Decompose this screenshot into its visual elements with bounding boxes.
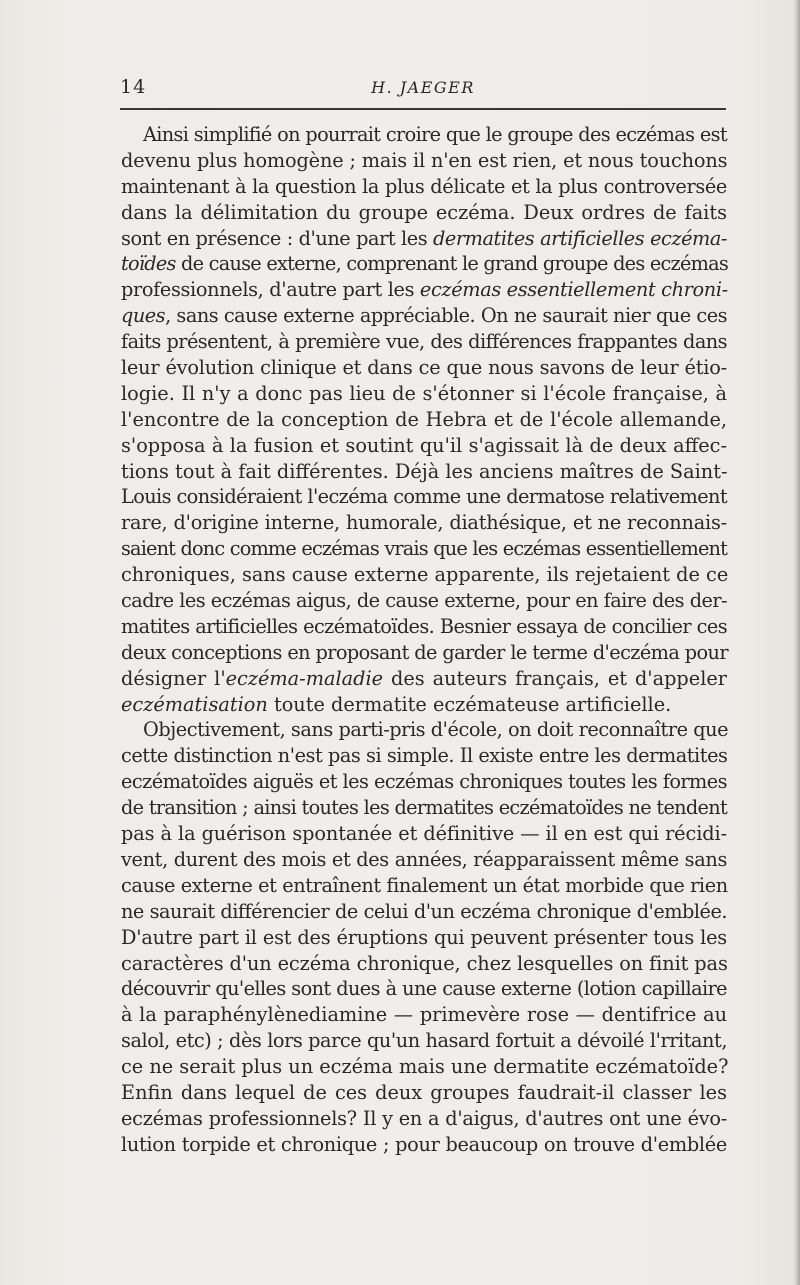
text-span: logie. Il n'y a donc pas lieu de s'étonner si l'école française, à xyxy=(121,381,727,405)
text-span: toute dermatite eczémateuse artificielle. xyxy=(267,692,672,716)
text-line xyxy=(121,174,727,200)
text-line xyxy=(121,536,727,562)
text-line xyxy=(121,329,727,355)
italic-text: toïdes xyxy=(121,252,176,276)
text-line xyxy=(121,976,727,1002)
text-span: de cause externe, comprenant le grand groupe des eczémas xyxy=(175,252,729,276)
text-line xyxy=(121,381,727,407)
text-line xyxy=(121,226,727,252)
text-line xyxy=(121,692,727,718)
text-span: dans la délimitation du groupe eczéma. Deux ordres de faits xyxy=(121,200,727,224)
text-span: eczémas professionnels? Il y en a d'aigus, d'autres ont une évo- xyxy=(121,1106,727,1130)
running-head: H. JAEGER xyxy=(371,78,475,97)
text-line xyxy=(121,277,727,303)
text-line xyxy=(121,640,727,666)
text-span: vent, durent des mois et des années, réapparaissent même sans xyxy=(121,847,727,871)
text-span: Louis considéraient l'eczéma comme une dermatose relativement xyxy=(121,485,727,509)
text-span: ne saurait différencier de celui d'un eczéma chronique d'emblée. xyxy=(121,899,727,923)
text-span: lution torpide et chronique ; pour beaucoup on trouve d'emblée xyxy=(121,1132,727,1156)
text-span: à la paraphénylènediamine — primevère rose — dentifrice au xyxy=(121,1003,727,1027)
italic-text: ques xyxy=(121,304,166,328)
text-line xyxy=(121,588,727,614)
text-span: maintenant à la question la plus délicate et la plus controversée xyxy=(121,174,727,198)
text-span: Enfin dans lequel de ces deux groupes faudrait-il classer les xyxy=(121,1080,727,1104)
italic-text: dermatites artificielles eczéma- xyxy=(433,226,727,250)
text-span: faits présentent, à première vue, des différences frappantes dans xyxy=(121,330,727,354)
text-span: Objectivement, sans parti-pris d'école, on doit reconnaître que xyxy=(143,718,729,742)
text-span: découvrir qu'elles sont dues à une cause externe (lotion capillaire xyxy=(121,977,727,1001)
text-line xyxy=(121,614,727,640)
text-line xyxy=(121,795,727,821)
text-line xyxy=(121,899,727,925)
text-line xyxy=(121,122,727,148)
text-line xyxy=(121,484,727,510)
text-line xyxy=(121,355,727,381)
text-span: cause externe et entraînent finalement un état morbide que rien xyxy=(121,873,728,897)
page-edge-shadow xyxy=(794,0,800,1285)
text-line xyxy=(121,1080,727,1106)
text-span: s'opposa à la fusion et soutint qu'il s'agissait là de deux affec- xyxy=(121,433,727,457)
text-span: salol, etc) ; dès lors parce qu'un hasard fortuit a dévoilé l'rritant, xyxy=(121,1029,727,1053)
text-span: chroniques, sans cause externe apparente, ils rejetaient de ce xyxy=(121,563,729,587)
text-span: rare, d'origine interne, humorale, diathésique, et ne reconnais- xyxy=(121,511,727,535)
text-span: tions tout à fait différentes. Déjà les anciens maîtres de Saint- xyxy=(121,459,728,483)
text-line xyxy=(121,200,727,226)
text-span: Ainsi simplifié on pourrait croire que le groupe des eczémas est xyxy=(143,123,727,146)
text-span: professionnels, d'autre part les xyxy=(121,278,420,302)
text-line xyxy=(121,148,727,174)
text-span: l'encontre de la conception de Hebra et de l'école allemande, xyxy=(121,407,727,431)
text-line xyxy=(121,743,727,769)
text-line xyxy=(121,1132,727,1158)
header-rule xyxy=(120,108,726,110)
text-line xyxy=(121,1054,727,1080)
text-span: pas à la guérison spontanée et définitive — il en est qui récidi- xyxy=(121,822,727,846)
text-line xyxy=(121,769,727,795)
text-line xyxy=(121,303,727,329)
text-line xyxy=(121,821,727,847)
text-span: saient donc comme eczémas vrais que les eczémas essentiellement xyxy=(121,537,727,561)
page-header xyxy=(120,76,726,100)
italic-text: eczéma-maladie xyxy=(225,666,384,690)
text-span: eczématoïdes aiguës et les eczémas chroniques toutes les formes xyxy=(121,770,727,794)
text-line xyxy=(121,1002,727,1028)
text-line xyxy=(121,873,727,899)
text-line xyxy=(121,459,727,485)
text-span: sont en présence : d'une part les xyxy=(121,226,434,250)
text-span: cadre les eczémas aigus, de cause externe, pour en faire des der- xyxy=(121,589,727,613)
text-line xyxy=(121,407,727,433)
text-span: matites artificielles eczématoïdes. Besnier essaya de concilier ces xyxy=(121,614,727,638)
text-span: D'autre part il est des éruptions qui peuvent présenter tous les xyxy=(121,925,727,949)
text-span: , sans cause externe appréciable. On ne saurait nier que ces xyxy=(165,304,727,328)
text-line xyxy=(121,562,727,588)
text-line xyxy=(121,925,727,951)
text-line xyxy=(121,433,727,459)
text-span: deux conceptions en proposant de garder le terme d'eczéma pour xyxy=(121,640,728,664)
text-line xyxy=(121,1106,727,1132)
text-span: de transition ; ainsi toutes les dermatites eczématoïdes ne tendent xyxy=(121,796,727,820)
italic-text: eczématisation xyxy=(121,692,268,716)
text-line xyxy=(121,510,727,536)
text-span: devenu plus homogène ; mais il n'en est rien, et nous touchons xyxy=(121,148,728,172)
text-line xyxy=(121,251,727,277)
text-span: désigner l' xyxy=(121,666,226,690)
text-span: leur évolution clinique et dans ce que nous savons de leur étio- xyxy=(121,356,727,380)
page-number: 14 xyxy=(120,76,147,98)
body-text xyxy=(121,122,727,1158)
text-span: ce ne serait plus un eczéma mais une dermatite eczématoïde? xyxy=(121,1055,729,1079)
text-line xyxy=(121,847,727,873)
text-line xyxy=(121,951,727,977)
text-line xyxy=(121,717,727,743)
text-span: des auteurs français, et d'appeler xyxy=(383,666,727,690)
text-span: cette distinction n'est pas si simple. Il existe entre les dermatites xyxy=(121,744,728,768)
text-line xyxy=(121,1028,727,1054)
text-span: caractères d'un eczéma chronique, chez lesquelles on finit pas xyxy=(121,951,728,975)
italic-text: eczémas essentiellement chroni- xyxy=(419,278,728,302)
text-line xyxy=(121,666,727,692)
